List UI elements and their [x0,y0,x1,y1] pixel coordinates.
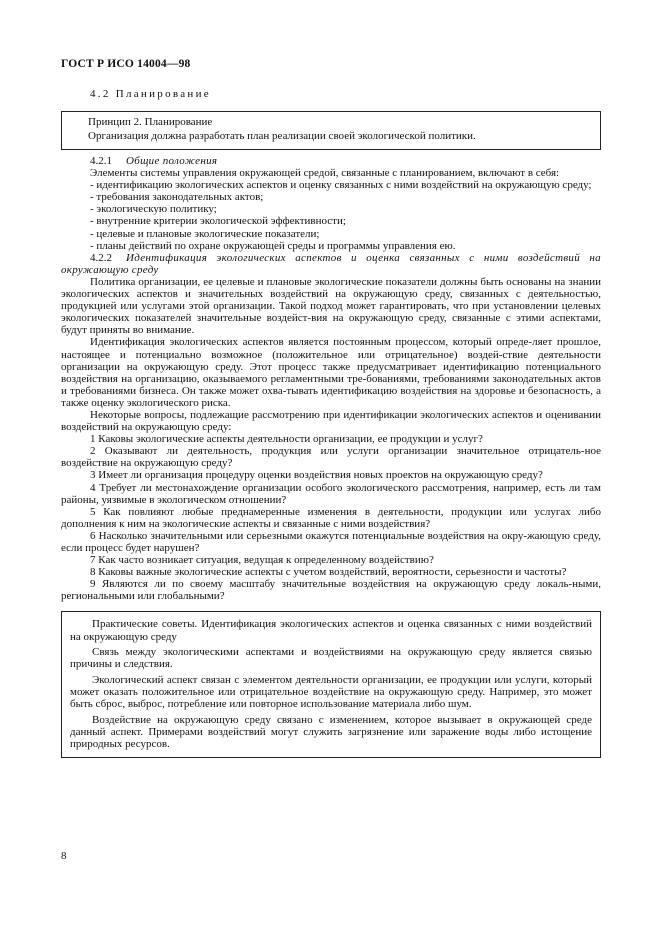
page-number: 8 [61,850,67,862]
subsection-title: Идентификация экологических аспектов и оценка связанных с ними воздействий на окружающую среду [61,251,601,276]
main-text [61,155,601,602]
section-title: 4.2 Планирование [90,88,211,100]
paragraph: Элементы системы управления окружающей средой, связанные с планированием, включают в себя: [90,167,560,180]
question-item: 8 Каковы важные экологические аспекты с учетом воздействий, вероятности, серьезности и частоты? [90,566,567,579]
advice-paragraph: Экологический аспект связан с элементом деятельности организации, ее продукции или услуги, который может оказать положительное или отрицательное воздействие на окружающую среду. Например, это может быть сброс, выброс, потребление или повторное использование материала либо шум. [70,673,592,711]
subsection-heading-422 [61,252,601,276]
document-page [61,58,601,758]
question-item: 9 Являются ли по своему масштабу значительные воздействия на окружающую среду локаль-ными, региональными или глобальными? [61,578,601,603]
planning-elements-list [61,179,601,252]
advice-paragraph: Воздействие на окружающую среду связано с изменением, которое вызывает в окружающей среде данный аспект. Примерами воздействий могут служить загрязнение или заражение воды либо истощение природных ресурсов. [70,713,592,751]
list-item: - идентификацию экологических аспектов и оценку связанных с ними воздействий на окружающую среду; [90,179,592,192]
list-item: - планы действий по охране окружающей среды и программы управления ею. [90,239,456,252]
principle-title: Принцип 2. Планирование [88,116,213,128]
subsection-number: 4.2.2 [90,251,112,264]
paragraph: Идентификация экологических аспектов является постоянным процессом, который опреде-ляет прошлое, настоящее и потенциально возможное (положительное или отрицательное) воздей-ствие деятельности организации на окружающую среду. Этот процесс также предусматривает идентификацию потенциального воздействия на организацию, оказываемого регламентными тре-бованиями, требованиями законодательных актов и требованиями бизнеса. Он также может охва-тывать идентификацию воздействия на здоровье и безопасность, а также оценку экологического риска. [61,336,601,409]
principle-box [61,111,601,150]
subsection-heading-421 [61,155,601,167]
advice-heading: Практические советы. Идентификация экологических аспектов и оценка связанных с ними воздействий на окружающую среду [70,618,592,643]
subsection-number: 4.2.1 [90,155,112,167]
question-item: 5 Как повлияют любые преднамеренные изменения в деятельности, продукции или услугах либо дополнения к ним на экологические аспекты и связанные с ними воздействия? [61,505,601,530]
question-item: 7 Как часто возникает ситуация, ведущая к определенному воздействию? [90,554,434,567]
list-item: - целевые и плановые экологические показатели; [90,227,320,240]
question-item: 4 Требует ли местонахождение организации особого экологического рассмотрения, например, есть ли там районы, уязвимые в экологическом отношении? [61,481,601,506]
paragraph: Некоторые вопросы, подлежащие рассмотрению при идентификации экологических аспектов и оценивании воздействий на окружающую среду: [61,408,601,434]
paragraph: Политика организации, ее целевые и плановые экологические показатели должны быть основаны на знании экологических аспектов и значительных воздействий на окружающую среду, связанных с деятельностью, продукцией или услугами этой организации. Такой подход может гарантировать, что при установлении целевых экологических показателей значительные воздейст-вия на окружающую среду, связанные с этими аспектами, будут приняты во внимание. [61,275,601,337]
list-item: - экологическую политику; [90,203,217,216]
document-header: ГОСТ Р ИСО 14004—98 [61,58,191,70]
advice-paragraph: Связь между экологическими аспектами и воздействиями на окружающую среду является связью причины и следствия. [70,646,592,671]
list-item: - внутренние критерии экологической эффективности; [90,215,346,228]
practical-advice-box [61,611,601,758]
question-item: 6 Насколько значительными или серьезными окажутся потенциальные воздействия на окру-жающую среду, если процесс будет нарушен? [61,529,601,554]
question-item: 3 Имеет ли организация процедуру оценки воздействия новых проектов на окружающую среду? [90,469,543,482]
subsection-title: Общие положения [126,155,218,167]
principle-text: Организация должна разработать план реализации своей экологической политики. [88,129,476,142]
question-item: 2 Оказывают ли деятельность, продукция или услуги организации значительное отрицатель-ное воздействие на окружающую среду? [61,445,601,470]
list-item: - требования законодательных актов; [90,191,264,204]
question-item: 1 Каковы экологические аспекты деятельности организации, ее продукции и услуг? [90,433,483,446]
